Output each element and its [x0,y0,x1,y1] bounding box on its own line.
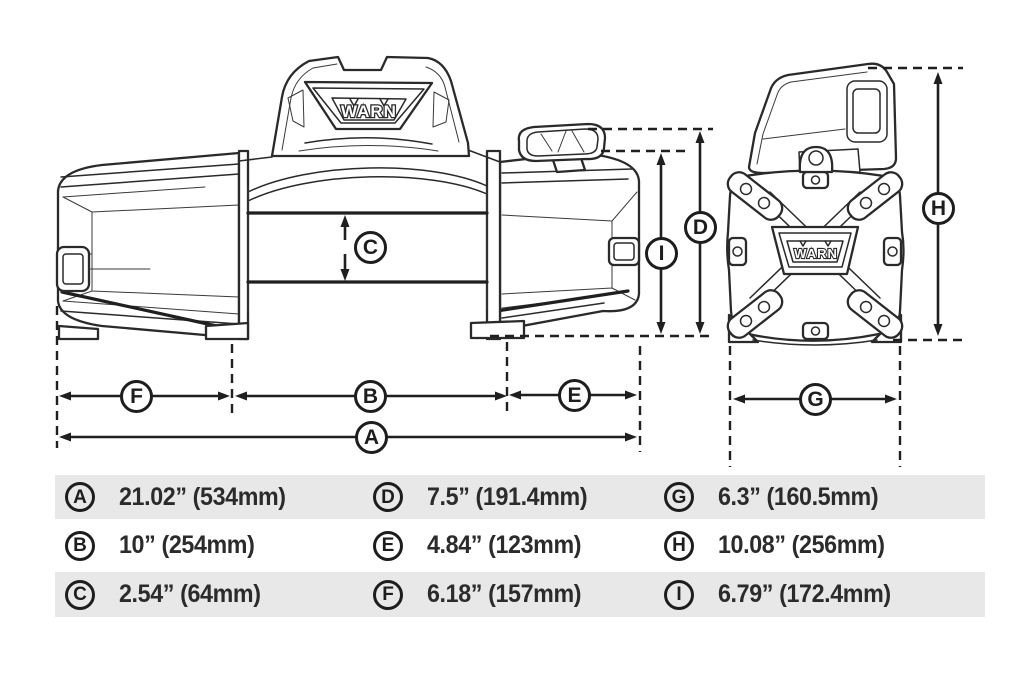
left-support-foot [206,323,248,339]
dim-label-b: B [354,380,387,413]
dim-value: 10” (254mm) [119,531,255,559]
warn-logo-front: WARN [341,102,397,121]
dim-label-a: A [355,421,388,454]
table-cell-b [55,519,363,572]
dim-label-c: C [354,231,387,264]
dim-letter-badge: F [373,580,403,610]
table-cell-d [363,475,654,519]
dim-letter-badge: I [664,580,694,610]
dim-label-d: D [684,211,717,244]
warn-logo-side: WARN [794,246,838,261]
side-view [724,64,906,345]
dim-label-f: F [120,380,153,413]
dim-label-i: I [645,237,678,270]
dim-letter-badge: H [664,531,694,561]
table-cell-a [55,475,363,519]
table-cell-g [654,475,985,519]
front-view [57,57,639,339]
dim-label-e: E [558,379,591,412]
table-cell-f [363,572,654,617]
dim-letter-badge: G [664,482,694,512]
dim-label-g: G [799,383,832,416]
table-row [55,519,985,572]
warn-badge-side [772,227,858,274]
dim-value: 2.54” (64mm) [119,580,261,608]
dim-value: 7.5” (191.4mm) [427,482,588,511]
front-left-foot [59,326,98,339]
dim-label-h: H [922,192,955,225]
control-pack-front [272,57,469,156]
dim-value: 6.18” (157mm) [427,580,582,608]
dimensions-table [55,475,985,617]
dim-letter-badge: E [373,531,403,561]
table-cell-c [55,572,363,617]
table-row [55,475,985,519]
dim-letter-badge: A [65,482,95,512]
dim-value: 4.84” (123mm) [427,531,582,559]
table-cell-i [654,572,985,617]
dim-value: 21.02” (534mm) [119,482,286,511]
dim-value: 6.79” (172.4mm) [718,580,891,608]
table-cell-e [363,519,654,572]
table-row [55,572,985,617]
table-cell-h [654,519,985,572]
dim-letter-badge: C [65,580,95,610]
dim-letter-badge: D [373,482,403,512]
dim-value: 10.08” (256mm) [718,531,885,559]
dim-letter-badge: B [65,531,95,561]
dim-value: 6.3” (160.5mm) [718,482,879,511]
